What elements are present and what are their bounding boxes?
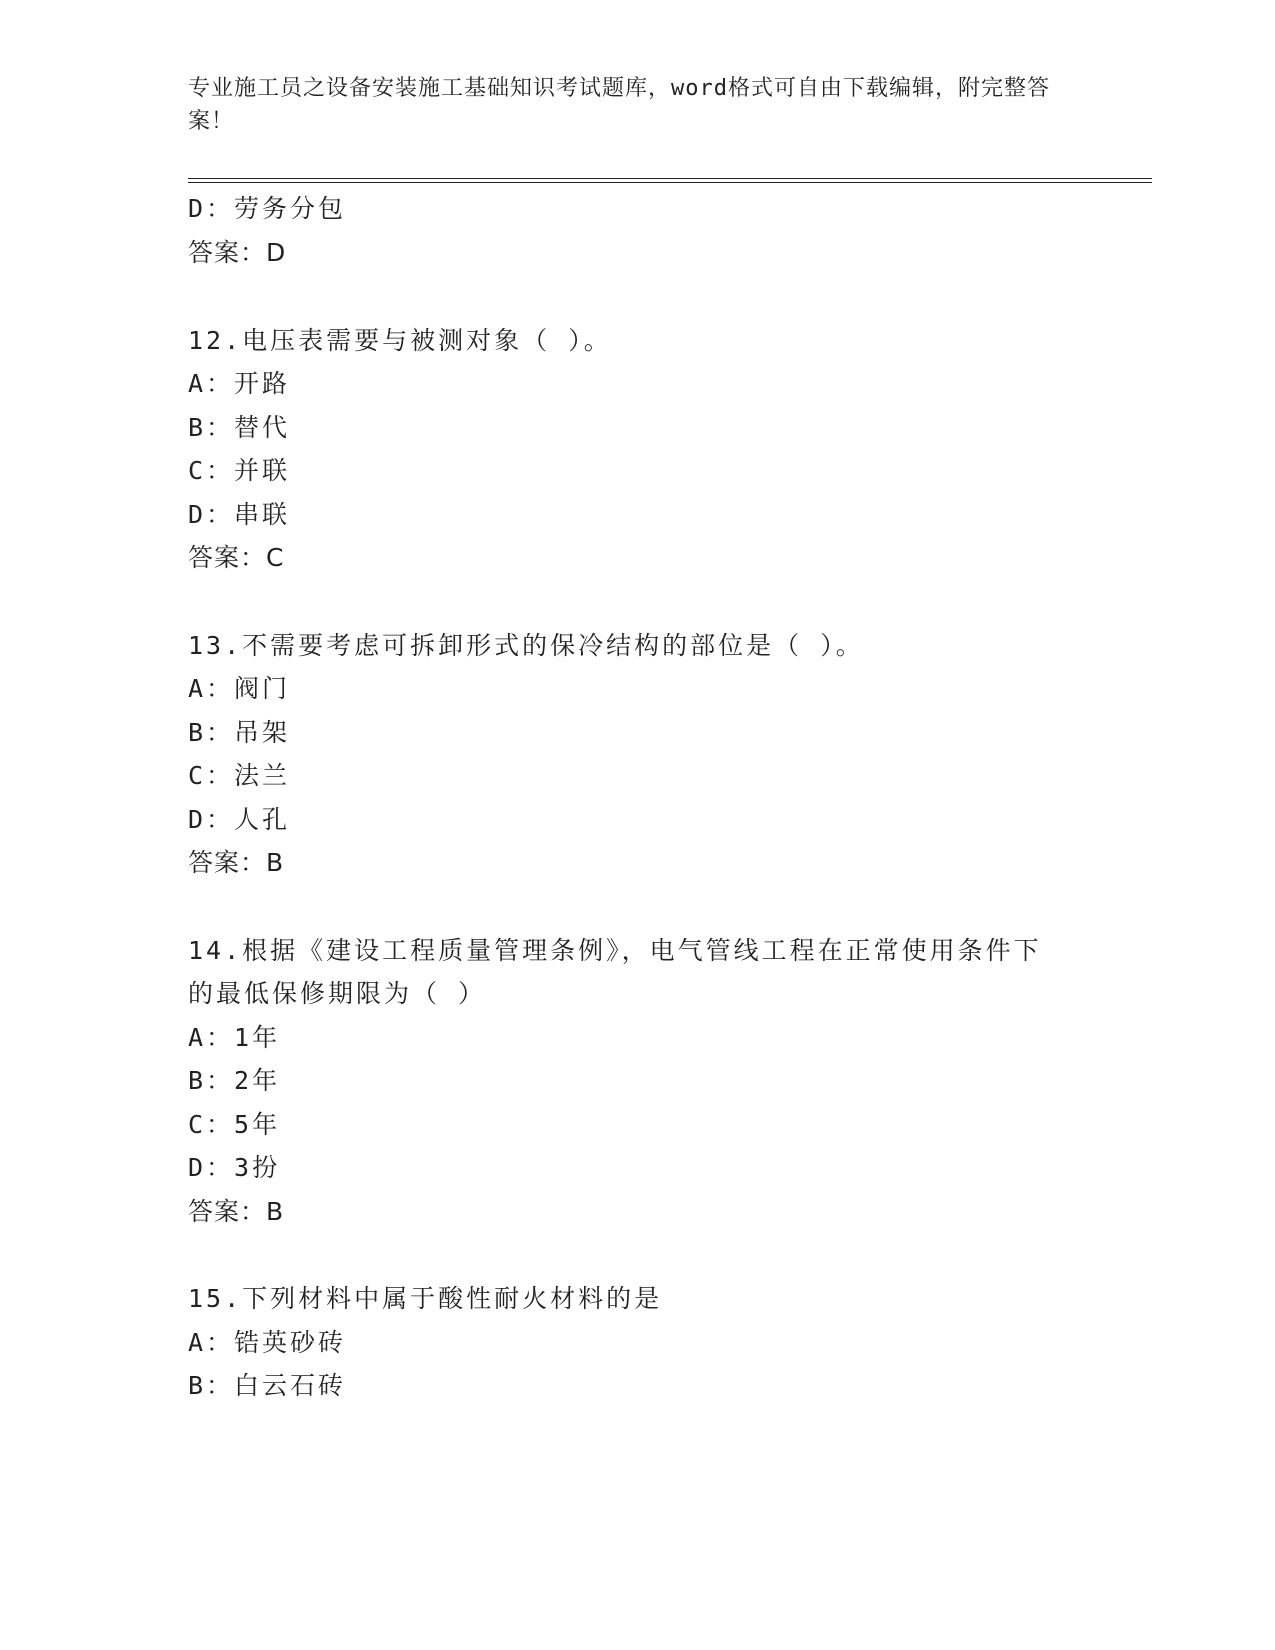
q14-option-c: C：5年: [188, 1110, 281, 1139]
q12-option-c: C：并联: [188, 456, 291, 485]
q14-option-b: B：2年: [188, 1066, 281, 1095]
q13-option-b: B：吊架: [188, 718, 291, 747]
q12-question: 12.电压表需要与被测对象（ ）。: [188, 326, 612, 355]
q13-question: 13.不需要考虑可拆卸形式的保冷结构的部位是（ ）。: [188, 631, 864, 660]
prev-option-d: D：劳务分包: [188, 194, 347, 223]
header-divider-top: [188, 178, 1152, 179]
document-header: 专业施工员之设备安装施工基础知识考试题库，word格式可自由下载编辑，附完整答案！: [188, 76, 1050, 134]
q14-question-line2: 的最低保修期限为（ ）: [188, 979, 487, 1008]
q13-option-c: C：法兰: [188, 761, 291, 790]
q14-option-a: A：1年: [188, 1023, 281, 1052]
header-divider-bottom: [188, 182, 1152, 183]
q14-option-d: D：3扮: [188, 1153, 281, 1182]
q13-option-d: D：人孔: [188, 805, 291, 834]
q13-answer: 答案：B: [188, 848, 285, 877]
q14-answer: 答案：B: [188, 1197, 285, 1226]
q13-option-a: A：阀门: [188, 674, 291, 703]
q12-option-b: B：替代: [188, 413, 291, 442]
q12-option-d: D：串联: [188, 500, 291, 529]
q15-question: 15.下列材料中属于酸性耐火材料的是: [188, 1284, 663, 1313]
q12-option-a: A：开路: [188, 369, 291, 398]
q12-answer: 答案：C: [188, 543, 285, 572]
q15-option-b: B：白云石砖: [188, 1371, 347, 1400]
prev-answer: 答案：D: [188, 238, 287, 267]
q14-question-line1: 14.根据《建设工程质量管理条例》，电气管线工程在正常使用条件下: [188, 936, 1042, 965]
q15-option-a: A：锆英砂砖: [188, 1328, 347, 1357]
